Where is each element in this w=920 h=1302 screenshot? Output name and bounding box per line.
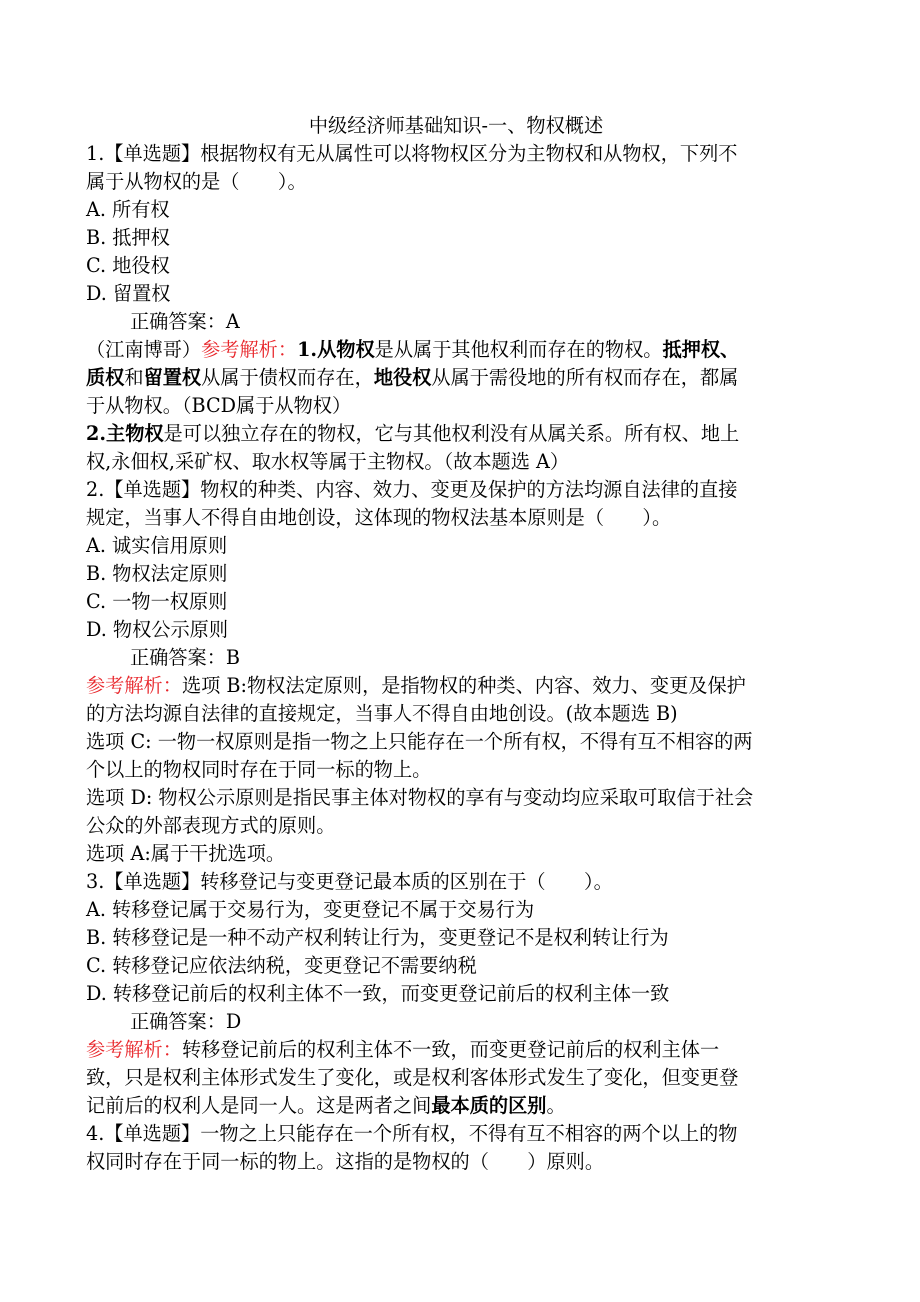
question-stem: 1.【单选题】根据物权有无从属性可以将物权区分为主物权和从物权，下列不	[86, 142, 738, 165]
question-4	[86, 1120, 826, 1176]
analysis-line: 选项 C: 一物一权原则是指一物之上只能存在一个所有权，不得有互不相容的两	[86, 730, 753, 753]
analysis-line	[86, 1092, 826, 1120]
analysis-keyword: 1.从物权	[297, 338, 375, 361]
question-stem: 2.【单选题】物权的种类、内容、效力、变更及保护的方法均源自法律的直接	[86, 478, 738, 501]
analysis-text: 选项 B:物权法定原则，是指物权的种类、内容、效力、变更及保护	[181, 674, 746, 697]
question-1	[86, 140, 826, 476]
question-stem: 规定，当事人不得自由地创设，这体现的物权法基本原则是（ ）。	[86, 506, 672, 529]
option-d: D. 物权公示原则	[86, 618, 229, 641]
question-stem: 权同时存在于同一标的物上。这指的是物权的（ ）原则。	[86, 1150, 605, 1173]
correct-answer: 正确答案：B	[130, 646, 241, 669]
analysis-line: 致，只是权利主体形式发生了变化，或是权利客体形式发生了变化，但变更登	[86, 1066, 739, 1089]
option-c: C. 一物一权原则	[86, 590, 228, 613]
analysis-text: 是从属于其他权利而存在的物权。	[374, 338, 663, 361]
correct-answer: 正确答案：D	[130, 1010, 242, 1033]
analysis-line: 选项 D: 物权公示原则是指民事主体对物权的享有与变动均应采取可取信于社会	[86, 786, 754, 809]
question-stem: 3.【单选题】转移登记与变更登记最本质的区别在于（ ）。	[86, 870, 613, 893]
option-b: B. 转移登记是一种不动产权利转让行为，变更登记不是权利转让行为	[86, 926, 669, 949]
analysis-keyword: 留置权	[143, 366, 202, 389]
analysis-line: 选项 A:属于干扰选项。	[86, 842, 286, 865]
document-page	[86, 112, 826, 1176]
option-a: A. 诚实信用原则	[86, 534, 228, 557]
analysis-text: 。	[546, 1094, 566, 1117]
analysis-line	[86, 1036, 826, 1064]
analysis-line	[86, 336, 826, 364]
question-stem: 4.【单选题】一物之上只能存在一个所有权，不得有互不相容的两个以上的物	[86, 1122, 738, 1145]
analysis-text: 和	[124, 366, 144, 389]
analysis-line: 权,永佃权,采矿权、取水权等属于主物权。（故本题选 A）	[86, 450, 570, 473]
analysis-keyword: 抵押权、	[662, 338, 740, 361]
analysis-source: （江南博哥）	[86, 338, 202, 361]
analysis-text: 是可以独立存在的物权，它与其他权利没有从属关系。所有权、地上	[163, 422, 740, 445]
option-a: A. 所有权	[86, 198, 170, 221]
document-title: 中级经济师基础知识-一、物权概述	[308, 114, 604, 137]
analysis-line: 的方法均源自法律的直接规定，当事人不得自由地创设。(故本题选 B)	[86, 702, 678, 725]
option-a: A. 转移登记属于交易行为，变更登记不属于交易行为	[86, 898, 535, 921]
option-b: B. 物权法定原则	[86, 562, 228, 585]
analysis-text: 转移登记前后的权利主体不一致，而变更登记前后的权利主体一	[181, 1038, 720, 1061]
analysis-keyword: 质权	[86, 366, 125, 389]
analysis-line	[86, 364, 826, 392]
option-c: C. 地役权	[86, 254, 170, 277]
analysis-text: 从属于需役地的所有权而存在，都属	[431, 366, 739, 389]
analysis-line	[86, 672, 826, 700]
analysis-text: 记前后的权利人是同一人。这是两者之间	[86, 1094, 432, 1117]
analysis-line: 公众的外部表现方式的原则。	[86, 814, 336, 837]
analysis-label: 参考解析：	[86, 674, 182, 697]
option-b: B. 抵押权	[86, 226, 170, 249]
analysis-line: 个以上的物权同时存在于同一标的物上。	[86, 758, 432, 781]
analysis-text: 从属于债权而存在，	[201, 366, 374, 389]
analysis-keyword: 地役权	[373, 366, 432, 389]
question-stem: 属于从物权的是（ ）。	[86, 170, 307, 193]
question-2	[86, 476, 826, 868]
question-3	[86, 868, 826, 1120]
option-d: D. 留置权	[86, 282, 171, 305]
analysis-line: 于从物权。（BCD属于从物权）	[86, 394, 352, 417]
analysis-line	[86, 420, 826, 448]
analysis-label: 参考解析：	[86, 1038, 182, 1061]
analysis-keyword: 2.主物权	[86, 422, 164, 445]
analysis-label: 参考解析：	[201, 338, 298, 361]
analysis-keyword: 最本质的区别	[431, 1094, 547, 1117]
option-d: D. 转移登记前后的权利主体不一致，而变更登记前后的权利主体一致	[86, 982, 670, 1005]
correct-answer: 正确答案：A	[130, 310, 240, 333]
option-c: C. 转移登记应依法纳税，变更登记不需要纳税	[86, 954, 477, 977]
